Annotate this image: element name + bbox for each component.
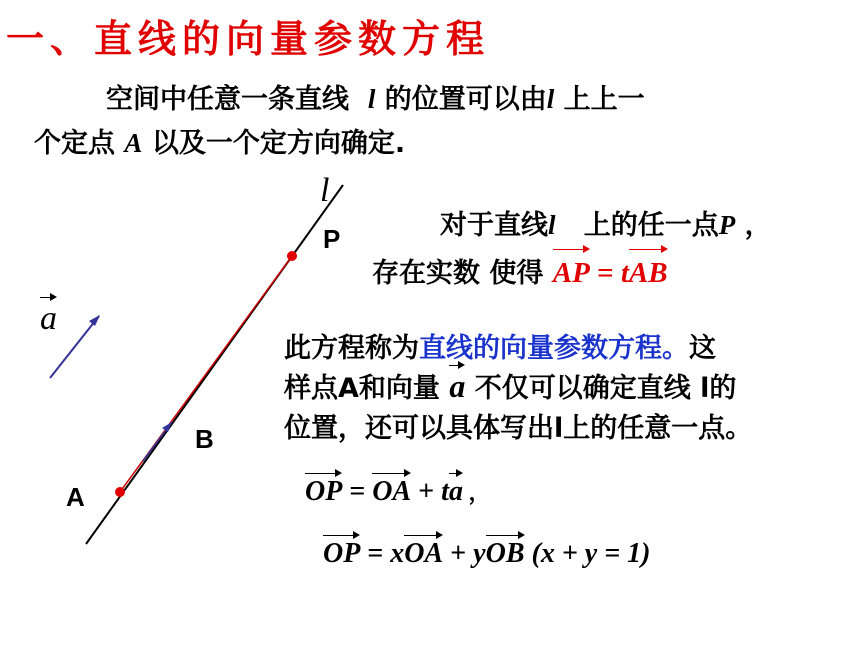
scalar-x: x — [390, 538, 405, 569]
vector-ob: OB — [485, 538, 525, 569]
line-label: l — [320, 172, 330, 209]
vector-oa: OA — [404, 538, 444, 569]
vector-op: OP — [323, 538, 361, 569]
explanation-text: 此方程称为 — [284, 333, 419, 364]
statement-text: 上的任一点 — [583, 210, 719, 241]
scalar-t: t — [620, 257, 629, 289]
formula-1 — [305, 476, 490, 508]
explanation-line-1 — [284, 326, 716, 365]
explanation-text: 样点A和向量 — [284, 373, 440, 404]
intro-text: 以及一个定方向确定. — [151, 128, 406, 159]
vector-a-head — [89, 315, 100, 326]
point-a-label: A — [66, 482, 85, 512]
formula-2 — [323, 538, 651, 570]
statement-text: ， — [744, 210, 772, 241]
point-symbol: P — [718, 210, 736, 240]
explanation-text: 不仅可以确定直线 l的 — [474, 373, 737, 404]
line-symbol: l — [367, 84, 376, 114]
point-b-label: B — [195, 424, 214, 454]
statement-line-1 — [440, 204, 772, 247]
intro-line-2 — [34, 122, 405, 165]
section-title: 一、直线的向量参数方程 — [6, 16, 491, 61]
vector-op: OP — [305, 476, 343, 507]
equation-ap-tab — [553, 257, 668, 289]
vector-a-formula: a — [448, 476, 463, 507]
point-symbol: A — [124, 128, 143, 158]
vector-ab-symbol: AB — [629, 252, 668, 294]
point-p-label: P — [323, 224, 341, 254]
vector-ap: AP — [553, 252, 590, 294]
vector-a-symbol: a — [40, 300, 57, 337]
highlighted-term: 直线的向量参数方程。 — [419, 333, 689, 364]
intro-text: 空间中任意一条直线 — [106, 84, 349, 115]
explanation-line-2 — [284, 366, 736, 405]
intro-line-1 — [106, 78, 645, 121]
point-a — [115, 487, 125, 497]
line-symbol: l — [548, 210, 556, 240]
plus-sign: + — [443, 538, 474, 569]
vector-a — [50, 316, 99, 378]
statement-line-2 — [372, 252, 668, 295]
vector-oa: OA — [372, 476, 412, 507]
scalar-t: t — [441, 476, 449, 507]
equals-sign: = — [342, 476, 373, 507]
intro-text: 的位置可以由 — [384, 84, 547, 115]
explanation-line-3: 位置，还可以具体写出l上的任意一点。 — [284, 413, 753, 444]
plus-sign: + — [411, 476, 442, 507]
vector-a-label — [40, 300, 57, 338]
statement-text: 存在实数 使得 — [372, 258, 544, 289]
statement-text: 对于直线 — [440, 210, 548, 241]
line-symbol: l — [546, 84, 555, 114]
point-p — [287, 251, 297, 261]
condition: (x + y = 1) — [531, 538, 651, 569]
scalar-y: y — [473, 538, 486, 569]
explanation-text: 这 — [689, 333, 716, 364]
comma: ， — [462, 480, 491, 505]
vector-a-inline: a — [449, 368, 466, 404]
intro-text: 上上一 — [563, 84, 645, 115]
intro-text: 个定点 — [34, 128, 115, 159]
equals-sign: = — [360, 538, 391, 569]
equals-sign: = — [589, 257, 621, 289]
